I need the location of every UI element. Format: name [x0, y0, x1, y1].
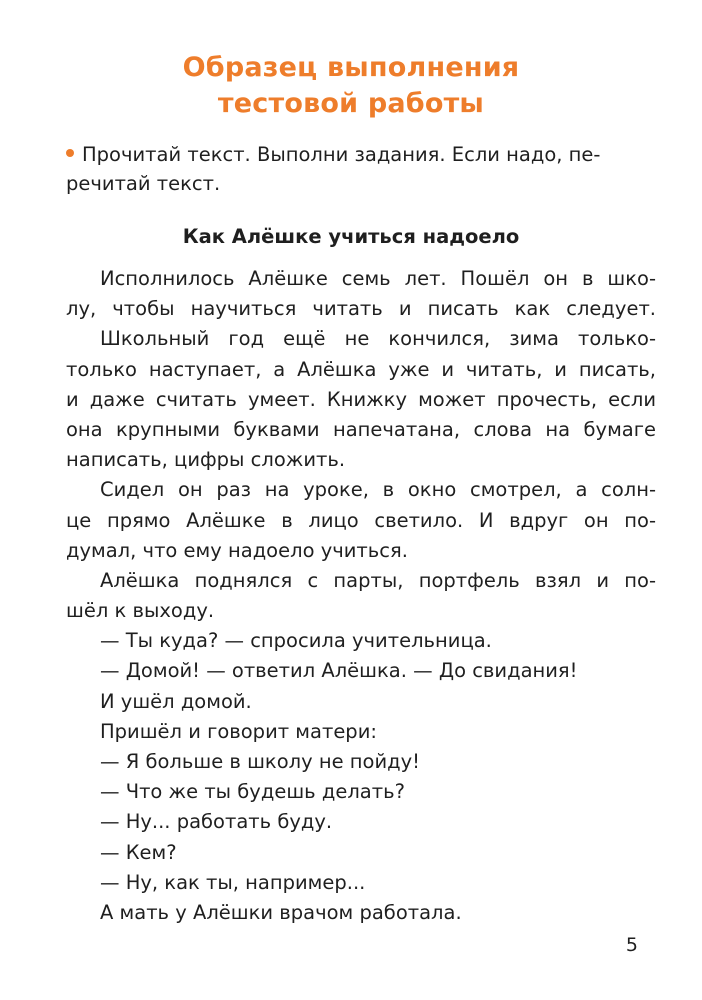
bullet-icon — [66, 149, 74, 157]
story-line: написать, цифры сложить. — [66, 448, 346, 472]
story-line: це прямо Алёшке в лицо светило. И вдруг он по- — [66, 508, 656, 532]
story-line: — Что же ты будешь делать? — [100, 780, 405, 804]
story-title: Как Алёшке учиться надоело — [182, 225, 520, 248]
story-text — [66, 264, 656, 928]
page-title-line-2: тестовой работы — [217, 88, 485, 119]
story-line: лу, чтобы научиться читать и писать как следует. — [66, 297, 656, 321]
story-line: — Ты куда? — спросила учительница. — [100, 629, 492, 653]
story-line: Исполнилось Алёшке семь лет. Пошёл он в шко- — [100, 267, 656, 290]
instruction-line-1 — [66, 140, 656, 169]
story-line: — Ну, как ты, например... — [100, 870, 366, 894]
story-line: — Я больше в школу не пойду! — [100, 750, 420, 773]
story-line: — Ну... работать буду. — [100, 810, 333, 834]
story-line: шёл к выходу. — [66, 599, 215, 623]
story-line: думал, что ему надоело учиться. — [66, 538, 408, 562]
story-line: Алёшка поднялся с парты, портфель взял и по- — [100, 568, 656, 592]
instruction-text-1: Прочитай текст. Выполни задания. Если надо, пе- — [82, 143, 601, 166]
instruction-block — [66, 140, 656, 198]
story-line: А мать у Алёшки врачом работала. — [100, 900, 462, 924]
story-line: Пришёл и говорит матери: — [100, 719, 377, 743]
story-line: И ушёл домой. — [100, 689, 252, 713]
story-line: — Домой! — ответил Алёшка. — До свидания! — [100, 659, 578, 683]
page-title-line-1: Образец выполнения — [182, 52, 520, 83]
story-line: Школьный год ещё не кончился, зима только- — [100, 327, 656, 351]
instruction-line-2: речитай текст. — [66, 172, 221, 195]
page-number: 5 — [625, 934, 638, 956]
story-line: только наступает, а Алёшка уже и читать, и писать, — [66, 357, 656, 381]
story-line: она крупными буквами напечатана, слова на бумаге — [66, 417, 656, 441]
story-line: — Кем? — [100, 840, 177, 864]
story-line: Сидел он раз на уроке, в окно смотрел, а солн- — [100, 478, 656, 502]
story-line: и даже считать умеет. Книжку может прочесть, если — [66, 387, 656, 411]
